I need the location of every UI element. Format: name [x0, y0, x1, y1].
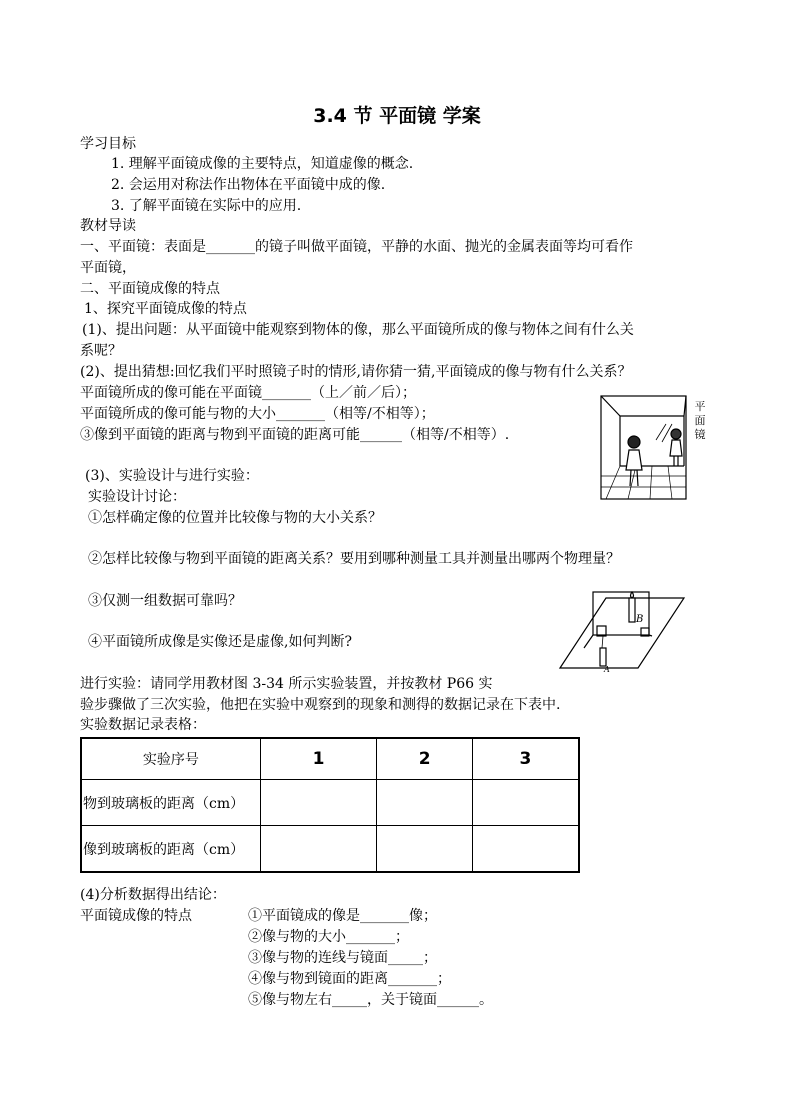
procedure-line2: 验步骤做了三次实验，他把在实验中观察到的现象和测得的数据记录在下表中.	[80, 697, 561, 713]
conclusion-heading: (4)分析数据得出结论：	[80, 887, 226, 903]
table-header-row	[81, 738, 579, 780]
table-row-label: 像到玻璃板的距离（cm）	[81, 826, 260, 873]
table-cell[interactable]	[377, 780, 473, 826]
design-heading: 实验设计讨论：	[88, 489, 186, 505]
page-title: 3.4 节 平面镜 学案	[313, 105, 481, 127]
question3: (3)、实验设计与进行实验：	[85, 468, 259, 484]
table-cell[interactable]	[260, 780, 376, 826]
candle-b-label: B	[636, 614, 644, 625]
conclusion-item-3: ③像与物的连线与镜面_____；	[248, 950, 437, 966]
candle-a-label: A	[604, 665, 610, 672]
mirror-label-char: 镜	[694, 428, 706, 441]
table-row	[81, 826, 579, 873]
guide-heading: 教材导读	[80, 218, 136, 234]
section2-sub1: 1、探究平面镜成像的特点	[84, 301, 247, 317]
question1-line2: 系呢？	[80, 343, 122, 359]
section1-line1: 一、平面镜：表面是_______的镜子叫做平面镜，平静的水面、抛光的金属表面等均可看作	[80, 239, 633, 255]
question1-line1: (1)、提出问题：从平面镜中能观察到物体的像，那么平面镜所成的像与物体之间有什么关	[82, 322, 634, 338]
question2: (2)、提出猜想:回忆我们平时照镜子时的情形,请你猜一猜,平面镜成的像与物有什么关系？	[80, 364, 632, 380]
conclusion-item-2: ②像与物的大小_______；	[248, 929, 409, 945]
design-question-2: ②怎样比较像与物到平面镜的距离关系？要用到哪种测量工具并测量出哪两个物理量？	[88, 551, 620, 567]
conclusion-item-1: ①平面镜成的像是_______像；	[248, 908, 437, 924]
table-heading: 实验数据记录表格：	[80, 717, 206, 733]
guess-2: 平面镜所成的像可能与物的大小_______（相等/不相等）；	[80, 406, 435, 422]
conclusion-label: 平面镜成像的特点	[80, 908, 192, 924]
table-header-cell: 1	[260, 738, 376, 780]
table-header-cell: 3	[472, 738, 579, 780]
objective-item-1: 1. 理解平面镜成像的主要特点，知道虚像的概念.	[111, 156, 414, 172]
objective-item-2: 2. 会运用对称法作出物体在平面镜中成的像.	[111, 177, 386, 193]
objectives-heading: 学习目标	[80, 136, 136, 152]
mirror-girl-figure	[596, 394, 714, 502]
section1-line2: 平面镜，	[80, 260, 136, 276]
conclusion-item-4: ④像与物到镜面的距离_______；	[248, 971, 451, 987]
table-row	[81, 780, 579, 826]
mirror-label-char: 平	[694, 400, 706, 413]
data-table	[80, 737, 580, 873]
table-cell[interactable]	[377, 826, 473, 873]
table-cell[interactable]	[472, 780, 579, 826]
guess-1: 平面镜所成的像可能在平面镜_______（上／前／后）；	[80, 385, 416, 401]
table-row-label: 物到玻璃板的距离（cm）	[81, 780, 260, 826]
glass-plate-apparatus-figure	[556, 588, 688, 672]
section2-heading: 二、平面镜成像的特点	[80, 281, 220, 297]
table-cell[interactable]	[260, 826, 376, 873]
table-cell[interactable]	[472, 826, 579, 873]
objective-item-3: 3. 了解平面镜在实际中的应用.	[111, 198, 302, 214]
design-question-3: ③仅测一组数据可靠吗？	[88, 593, 242, 609]
table-header-cell: 2	[377, 738, 473, 780]
design-question-4: ④平面镜所成像是实像还是虚像,如何判断?	[88, 634, 352, 650]
table-header-cell: 实验序号	[81, 738, 260, 780]
mirror-label-char: 面	[694, 414, 706, 427]
procedure-line1: 进行实验：请同学用教材图 3-34 所示实验装置，并按教材 P66 实	[80, 676, 493, 692]
conclusion-item-5: ⑤像与物左右_____，关于镜面______。	[248, 992, 493, 1008]
design-question-1: ①怎样确定像的位置并比较像与物的大小关系？	[88, 510, 382, 526]
guess-3: ③像到平面镜的距离与物到平面镜的距离可能______（相等/不相等）.	[80, 427, 510, 443]
